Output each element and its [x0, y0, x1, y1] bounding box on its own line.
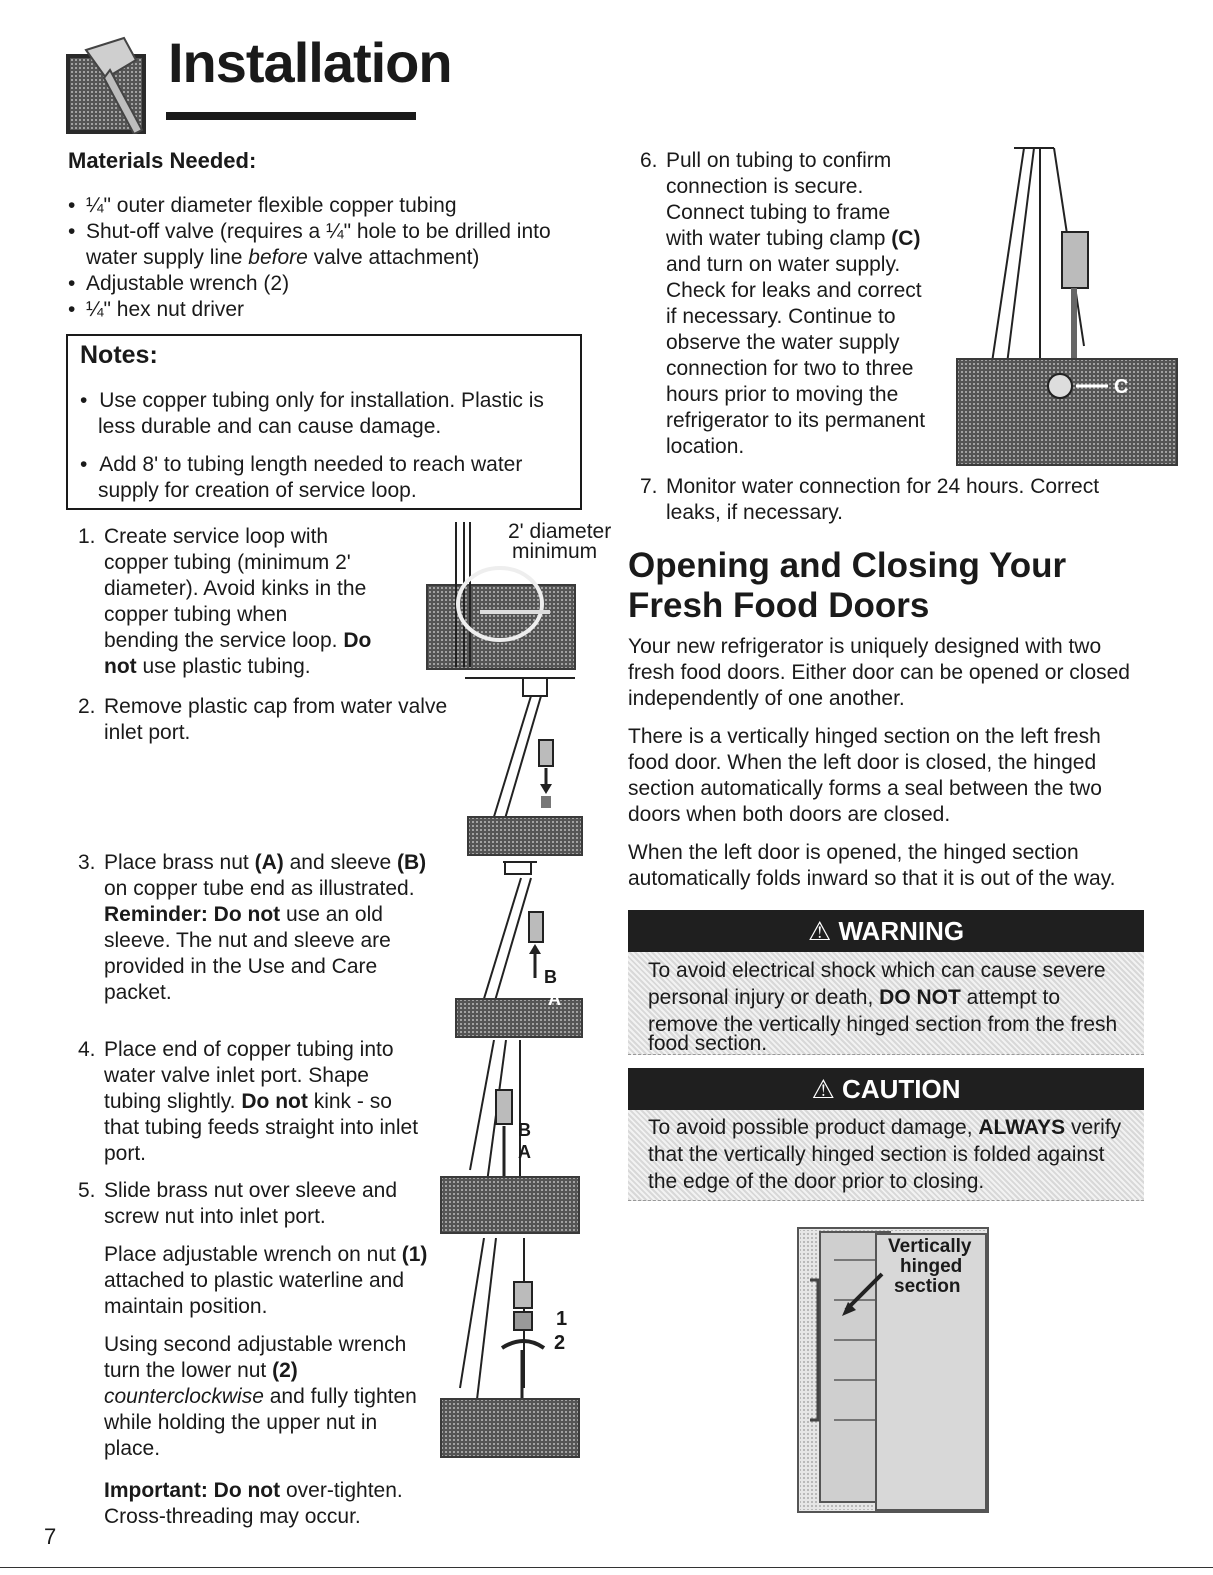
- paragraph-line: When the left door is opened, the hinged section: [628, 841, 1079, 864]
- step-text: sleeve. The nut and sleeve are: [104, 929, 391, 952]
- paragraph-line: fresh food doors. Either door can be opened or closed: [628, 661, 1130, 684]
- step-text: provided in the Use and Care: [104, 955, 378, 978]
- step-text: Important: Do not over-tighten.: [104, 1479, 403, 1502]
- paragraph-line: There is a vertically hinged section on the left fresh: [628, 725, 1101, 748]
- step-number: 6.: [640, 149, 658, 172]
- figure-label-1: 1: [556, 1308, 568, 1330]
- materials-heading: Materials Needed:: [68, 148, 257, 173]
- diameter-label: minimum: [512, 540, 598, 563]
- step-text: connection is secure.: [666, 175, 864, 198]
- note-item: • Use copper tubing only for installation. Plastic is: [80, 389, 544, 412]
- step-number: 4.: [78, 1038, 96, 1061]
- wrench-icon: [66, 30, 166, 134]
- page-title: Installation: [168, 31, 452, 94]
- step-text: not use plastic tubing.: [104, 655, 311, 678]
- diameter-label: 2' diameter: [508, 520, 612, 543]
- step-text: copper tubing (minimum 2': [104, 551, 351, 574]
- warning-text: To avoid electrical shock which can cause severe: [648, 959, 1106, 982]
- step-text: on copper tube end as illustrated.: [104, 877, 415, 900]
- step-text: copper tubing when: [104, 603, 288, 626]
- step-text: hours prior to moving the: [666, 383, 899, 406]
- step-text: if necessary. Continue to: [666, 305, 896, 328]
- notes-heading: Notes:: [80, 341, 158, 369]
- step-text: Slide brass nut over sleeve and: [104, 1179, 398, 1202]
- step-text: Connect tubing to frame: [666, 201, 891, 224]
- warning-text: remove the vertically hinged section from the fresh: [648, 1013, 1118, 1036]
- step-text: turn the lower nut (2): [104, 1359, 298, 1382]
- caution-banner: ⚠ CAUTION: [628, 1068, 1144, 1110]
- caution-icon: ⚠: [811, 1074, 835, 1104]
- step-number: 5.: [78, 1179, 96, 1202]
- step-text: Create service loop with: [104, 525, 329, 548]
- step-number: 2.: [78, 695, 96, 718]
- step-text: Cross-threading may occur.: [104, 1505, 361, 1528]
- step-text: diameter). Avoid kinks in the: [104, 577, 367, 600]
- step-text: Remove plastic cap from water valve: [104, 695, 448, 718]
- figure-label-2: 2: [554, 1332, 566, 1354]
- service-loop-illustration: [420, 522, 590, 672]
- step-text: place.: [104, 1437, 161, 1460]
- refrigerator-door-illustration: [790, 1220, 1000, 1516]
- paragraph-line: doors when both doors are closed.: [628, 803, 951, 826]
- paragraph-line: Your new refrigerator is uniquely designed with two: [628, 635, 1102, 658]
- step-text: observe the water supply: [666, 331, 900, 354]
- title-underline: [166, 112, 416, 120]
- step-text: Using second adjustable wrench: [104, 1333, 407, 1356]
- warning-icon: ⚠: [807, 916, 832, 946]
- paragraph-line: section automatically forms a seal between the two: [628, 777, 1102, 800]
- figure-label-b: B: [518, 1120, 531, 1140]
- step-text: Place adjustable wrench on nut (1): [104, 1243, 428, 1266]
- step-text: inlet port.: [104, 721, 191, 744]
- hinge-label: hinged: [900, 1256, 963, 1277]
- step-text: while holding the upper nut in: [104, 1411, 378, 1434]
- figure-label-b: B: [544, 967, 557, 987]
- hinge-label: Vertically: [888, 1236, 972, 1257]
- tubing-clamp-illustration: [944, 146, 1180, 468]
- note-item-continuation: supply for creation of service loop.: [98, 479, 417, 502]
- section-heading: Opening and Closing Your: [628, 546, 1067, 585]
- footer-rule: [0, 1567, 1213, 1568]
- step-text: Monitor water connection for 24 hours. Correct: [666, 475, 1100, 498]
- paragraph-line: independently of one another.: [628, 687, 905, 710]
- caution-text: To avoid possible product damage, ALWAYS verify: [648, 1116, 1122, 1139]
- page-number: 7: [44, 1524, 57, 1549]
- step-text: Reminder: Do not use an old: [104, 903, 383, 926]
- step-text: location.: [666, 435, 745, 458]
- step-text: screw nut into inlet port.: [104, 1205, 326, 1228]
- step-text: packet.: [104, 981, 172, 1004]
- figure-label-c: C: [1114, 376, 1129, 398]
- paragraph-line: automatically folds inward so that it is out of the way.: [628, 867, 1116, 890]
- step-text: Place brass nut (A) and sleeve (B): [104, 851, 427, 874]
- step-text: with water tubing clamp (C): [666, 227, 921, 250]
- section-heading: Fresh Food Doors: [628, 586, 930, 625]
- step-text: water valve inlet port. Shape: [104, 1064, 369, 1087]
- step-text: counterclockwise and fully tighten: [104, 1385, 417, 1408]
- step-number: 3.: [78, 851, 96, 874]
- step-text: tubing slightly. Do not kink - so: [104, 1090, 392, 1113]
- step-text: leaks, if necessary.: [666, 501, 844, 524]
- step-text: Place end of copper tubing into: [104, 1038, 394, 1061]
- step-text: connection for two to three: [666, 357, 914, 380]
- step-text: bending the service loop. Do: [104, 629, 372, 652]
- caution-text: the edge of the door prior to closing.: [648, 1170, 985, 1193]
- brass-nut-sleeve-illustration: [455, 858, 585, 1038]
- step-text: attached to plastic waterline and: [104, 1269, 405, 1292]
- valve-cap-illustration: [455, 676, 585, 858]
- figure-label-a: A: [518, 1142, 531, 1162]
- list-item-continuation: water supply line before valve attachment): [86, 246, 480, 269]
- figure-label-a: A: [548, 989, 561, 1009]
- step-text: maintain position.: [104, 1295, 268, 1318]
- step-text: Pull on tubing to confirm: [666, 149, 892, 172]
- step-text: refrigerator to its permanent: [666, 409, 926, 432]
- warning-text: food section.: [648, 1032, 768, 1055]
- step-text: that tubing feeds straight into inlet: [104, 1116, 419, 1139]
- paragraph-line: food door. When the left door is closed, the hinged: [628, 751, 1097, 774]
- step-number: 1.: [78, 525, 96, 548]
- note-item: • Add 8' to tubing length needed to reach water: [80, 453, 523, 476]
- inlet-port-illustration: [440, 1040, 580, 1236]
- warning-text: personal injury or death, DO NOT attempt to: [648, 986, 1061, 1009]
- caution-text: that the vertically hinged section is folded against: [648, 1143, 1105, 1166]
- step-text: and turn on water supply.: [666, 253, 901, 276]
- warning-banner: ⚠ WARNING: [628, 910, 1144, 952]
- note-item-continuation: less durable and can cause damage.: [98, 415, 442, 438]
- hinge-label: section: [894, 1276, 961, 1297]
- step-text: Check for leaks and correct: [666, 279, 922, 302]
- step-number: 7.: [640, 475, 658, 498]
- step-text: port.: [104, 1142, 147, 1165]
